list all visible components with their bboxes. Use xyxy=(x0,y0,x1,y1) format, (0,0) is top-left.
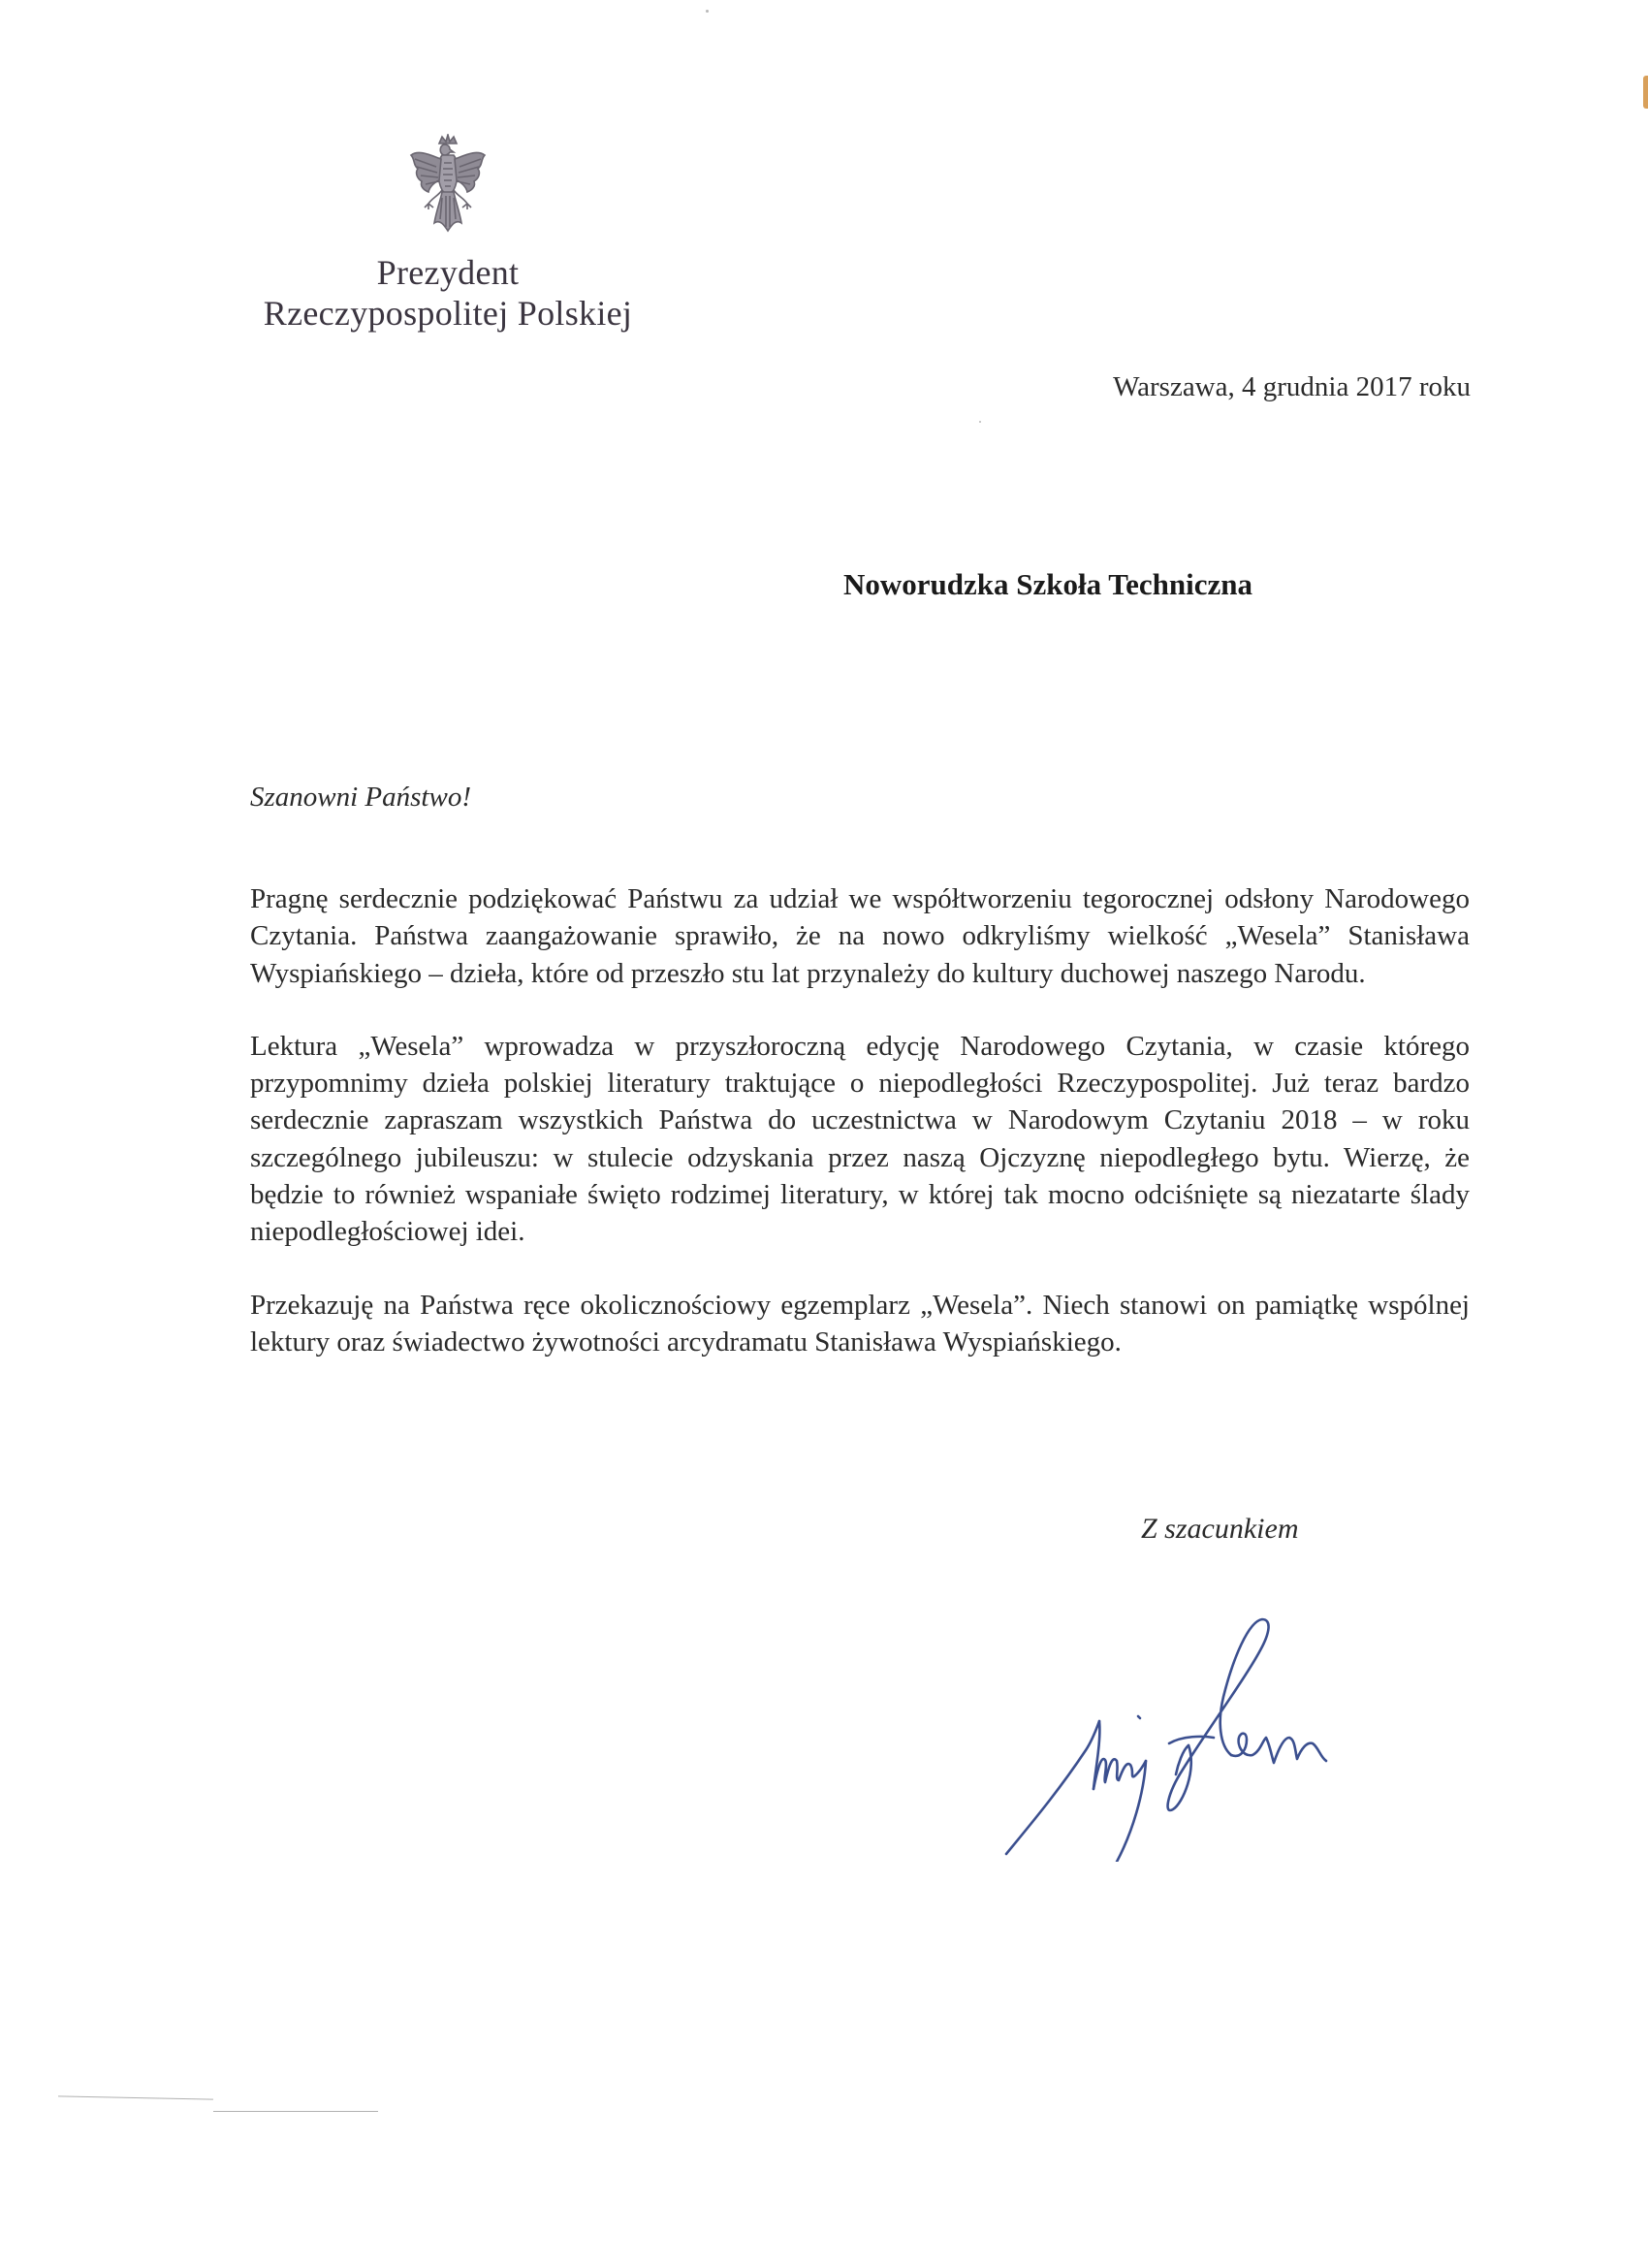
scan-line xyxy=(58,2095,213,2099)
office-title-line2: Rzeczypospolitej Polskiej xyxy=(263,294,633,333)
page-edge-mark xyxy=(1643,76,1648,109)
office-title-line1: Prezydent xyxy=(376,253,520,292)
letter-body xyxy=(250,880,1470,1396)
scan-speck xyxy=(706,10,709,13)
white-eagle-emblem-icon xyxy=(407,134,489,240)
body-paragraph: Pragnę serdecznie podziękować Państwu za udział we współtworzeniu tegorocznej odsłony Narodowego Czytania. Państwa zaangażowanie sprawiło, że na nowo odkryliśmy wielkość „Wesela” Stanisława Wyspiańskiego – dzieła, które od przeszło stu lat przynależy do kultury duchowej naszego Narodu. xyxy=(250,883,1470,989)
salutation: Szanowni Państwo! xyxy=(250,782,471,813)
letterhead xyxy=(231,134,665,334)
scan-speck xyxy=(979,421,981,423)
handwritten-signature xyxy=(998,1571,1396,1862)
closing-phrase: Z szacunkiem xyxy=(1141,1513,1299,1545)
body-paragraph: Lektura „Wesela” wprowadza w przyszłoroczną edycję Narodowego Czytania, w czasie którego przypomnimy dzieła polskiej literatury traktujące o niepodległości Rzeczypospolitej. Już teraz bardzo serdecznie zapraszam wszystkich Państwa do uczestnictwa w Narodowym Czytaniu 2018 – w roku szczególnego jubileuszu: w stulecie odzyskania przez naszą Ojczyznę niepodległego bytu. Wierzę, że będzie to również wspaniałe święto rodzimej literatury, w której tak mocno odciśnięte są niezatarte ślady niepodległościowej idei. xyxy=(250,1030,1470,1248)
recipient-name: Noworudzka Szkoła Techniczna xyxy=(843,567,1253,601)
letter-date: Warszawa, 4 grudnia 2017 roku xyxy=(1113,371,1471,402)
body-paragraph: Przekazuję na Państwa ręce okolicznościowy egzemplarz „Wesela”. Niech stanowi on pamiątkę wspólnej lektury oraz świadectwo żywotności arcydramatu Stanisława Wyspiańskiego. xyxy=(250,1289,1470,1358)
scan-line xyxy=(213,2111,378,2112)
